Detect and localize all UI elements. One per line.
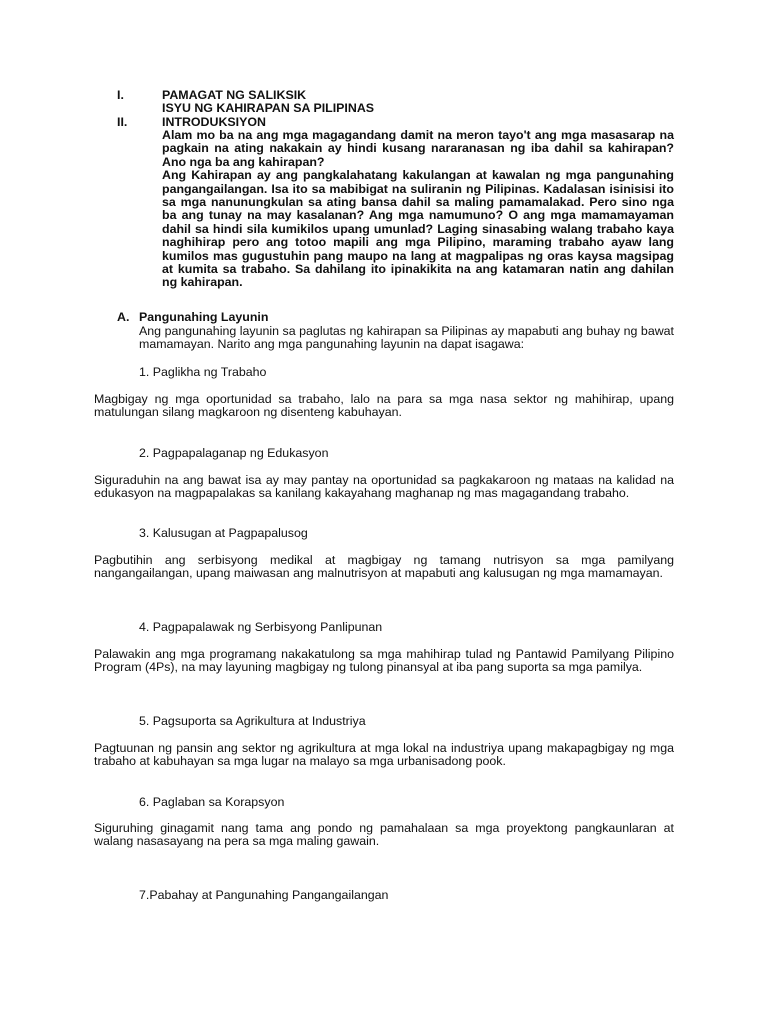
objective-title: 2. Pagpapalaganap ng Edukasyon <box>139 446 329 460</box>
subsection-letter: A. <box>117 310 130 324</box>
objective-title: 5. Pagsuporta sa Agrikultura at Industriya <box>139 714 366 728</box>
section-heading: INTRODUKSIYON <box>162 115 266 129</box>
subsection-title: Pangunahing Layunin <box>139 310 269 324</box>
objective-title: 4. Pagpapalawak ng Serbisyong Panlipunan <box>139 620 383 634</box>
intro-paragraph: Alam mo ba na ang mga magagandang damit na meron tayo't ang mga masasarap na pagkain na ating nakakain ay hindi kusang nararanasan ng iba dahil sa kahirapan? Ano nga ba ang kahirapan? <box>162 128 674 169</box>
objective-title: 6. Paglaban sa Korapsyon <box>139 795 285 809</box>
section-numeral: II. <box>117 115 128 129</box>
objective-title: 7.Pabahay at Pangunahing Pangangailangan <box>139 888 389 902</box>
subsection-body: Ang pangunahing layunin sa paglutas ng kahirapan sa Pilipinas ay mapabuti ang buhay ng bawat mamamayan. Narito ang mga pangunahing layunin na dapat isagawa: <box>139 324 674 352</box>
introduction-body <box>162 129 674 290</box>
objective-body: Palawakin ang mga programang nakakatulong sa mga mahihirap tulad ng Pantawid Pamilyang Pilipino Program (4Ps), na may layuning magbigay ng tulong pinansyal at iba pang suporta sa mga pamilya. <box>94 647 674 675</box>
intro-paragraph: Ang Kahirapan ay ang pangkalahatang kakulangan at kawalan ng mga pangunahing pangangailangan. Isa ito sa mabibigat na suliranin ng Pilipinas. Kadalasan isinisisi ito sa mga nanunungkulan sa ating bansa dahil sa maling pamamalakad. Pero sino nga ba ang tunay na may kasalanan? Ang mga namumuno? O ang mga mamamayaman dahil sa hindi sila kumikilos upang umunlad? Laging sinasabing walang trabaho kaya naghihirap pero ang totoo mapili ang mga Pilipino, maraming trabaho ayaw lang kumilos mas gugustuhin pang maupo na lang at magpalipas ng oras kaysa magsipag at kumita sa trabaho. Sa dahilang ito ipinakikita na ang katamaran natin ang dahilan ng kahirapan. <box>162 168 674 290</box>
objective-body: Magbigay ng mga oportunidad sa trabaho, lalo na para sa mga nasa sektor ng mahihirap, upang matulungan silang magkaroon ng disenteng kabuhayan. <box>94 392 674 420</box>
research-title: ISYU NG KAHIRAPAN SA PILIPINAS <box>162 101 375 115</box>
objective-title: 3. Kalusugan at Pagpapalusog <box>139 526 308 540</box>
objective-body: Siguruhing ginagamit nang tama ang pondo ng pamahalaan sa mga proyektong pangkaunlaran at walang nasasayang na pera sa mga maling gawain. <box>94 821 674 849</box>
section-heading: PAMAGAT NG SALIKSIK <box>162 88 307 102</box>
section-numeral: I. <box>117 88 124 102</box>
objective-body: Pagbutihin ang serbisyong medikal at magbigay ng tamang nutrisyon sa mga pamilyang nangangailangan, upang maiwasan ang malnutrisyon at mapabuti ang kalusugan ng mga mamamayan. <box>94 553 674 581</box>
objective-body: Siguraduhin na ang bawat isa ay may pantay na oportunidad sa pagkakaroon ng mataas na kalidad na edukasyon na magpapalakas sa kanilang kakayahang maghanap ng mas magagandang trabaho. <box>94 473 674 501</box>
objective-title: 1. Paglikha ng Trabaho <box>139 365 267 379</box>
objective-body: Pagtuunan ng pansin ang sektor ng agrikultura at mga lokal na industriya upang makapagbigay ng mga trabaho at kabuhayan sa mga lugar na malayo sa mga urbanisadong pook. <box>94 741 674 769</box>
